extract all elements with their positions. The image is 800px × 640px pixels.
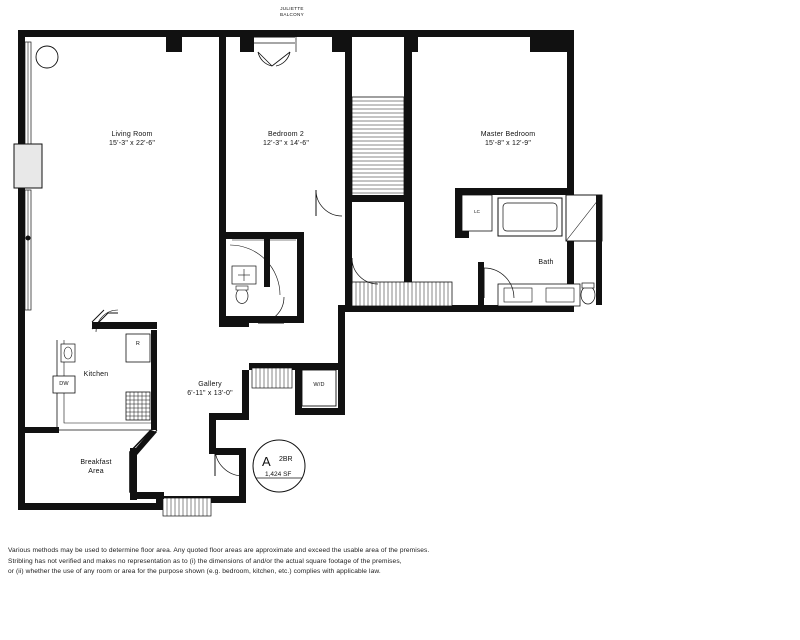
- room-label-master-bedroom: Master Bedroom 15'-8" x 12'-9": [480, 131, 536, 147]
- room-label-living-room: Living Room 15'-3" x 22'-6": [108, 131, 156, 147]
- room-label-kitchen: Kitchen: [83, 371, 109, 378]
- unit-area: 1,424 SF: [265, 471, 292, 478]
- room-label-gallery: Gallery 6'-11" x 13'-0": [187, 381, 233, 397]
- fixture-label-dishwasher: DW: [59, 381, 69, 387]
- fixture-label-refrigerator: R: [135, 341, 141, 347]
- unit-bedroom-count: 2BR: [279, 456, 293, 463]
- room-label-breakfast-area: Breakfast Area: [80, 459, 112, 475]
- fixture-label-linen-closet: LC: [474, 209, 480, 214]
- disclaimer-line-3: or (ii) whether the use of any room or area for the purpose shown (e.g. bedroom, kitchen, etc.) complies with applicable law.: [8, 568, 381, 575]
- unit-badge: [251, 438, 307, 494]
- room-label-bedroom-2: Bedroom 2 12'-3" x 14'-6": [262, 131, 310, 147]
- disclaimer-text: [8, 546, 668, 578]
- disclaimer-line-1: Various methods may be used to determine floor area. Any quoted floor areas are approximate and exceed the usable area of the premises.: [8, 547, 430, 554]
- room-label-bath: Bath: [538, 259, 554, 266]
- fixture-label-washer-dryer: W/D: [313, 382, 325, 388]
- juliette-balcony-label: JULIETTE BALCONY: [279, 6, 305, 17]
- disclaimer-line-2: Stribling has not verified and makes no representation as to (i) the dimensions of and/or the actual square footage of the premises,: [8, 557, 402, 565]
- unit-letter: A: [262, 454, 271, 469]
